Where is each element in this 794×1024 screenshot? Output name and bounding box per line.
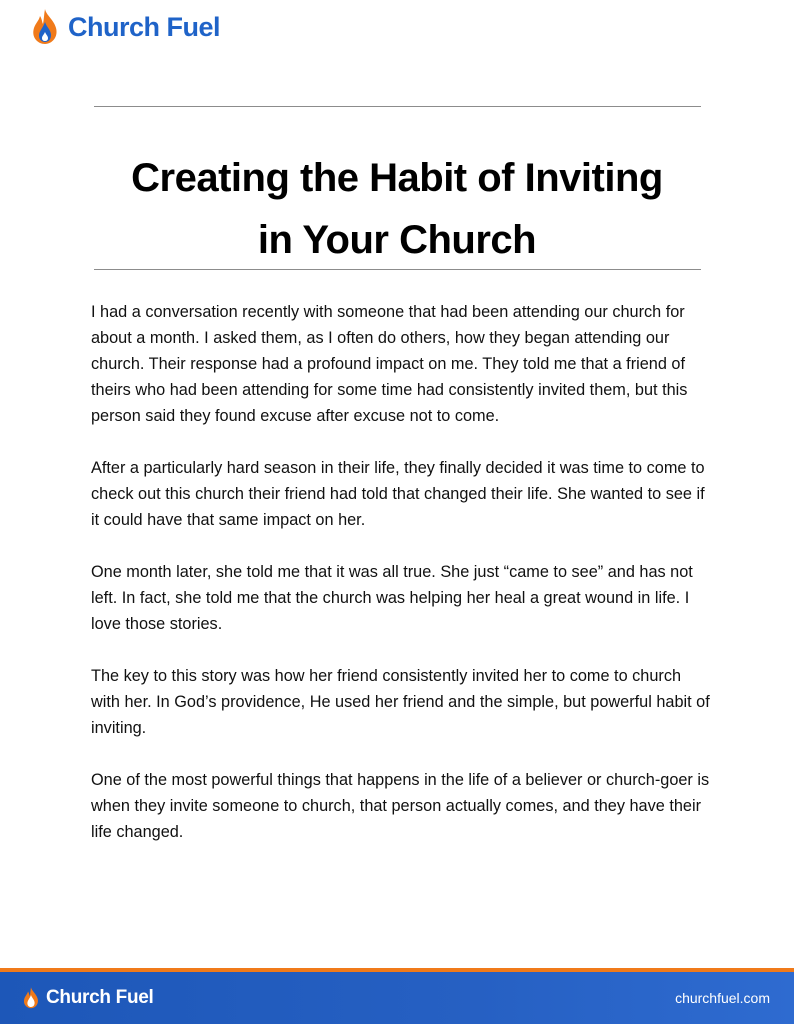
top-divider — [94, 106, 701, 107]
flame-logo-icon — [30, 8, 60, 46]
bottom-divider — [94, 269, 701, 270]
paragraph-4: The key to this story was how her friend consistently invited her to come to church with her. In God’s providence, He used her friend and the simple, but powerful habit of inviting. — [91, 667, 710, 737]
paragraph-1: I had a conversation recently with someone that had been attending our church for about a month. I asked them, as I often do others, how they began attending our church. Their response had a profound impact on me. They told me that a friend of theirs who had been attending for some time had consistently invited them, but this person said they found excuse after excuse not to come. — [91, 303, 688, 425]
article-body — [91, 299, 711, 871]
footer-logo[interactable] — [22, 986, 154, 1010]
footer-brand-name: Church Fuel — [46, 987, 154, 1008]
paragraph-2: After a particularly hard season in their life, they finally decided it was time to come to check out this church their friend had told that changed their life. She wanted to see if it could have that same impact on her. — [91, 459, 705, 529]
title-line-2: in Your Church — [257, 217, 537, 262]
title-line-1: Creating the Habit of Inviting — [131, 155, 663, 200]
paragraph-5: One of the most powerful things that happens in the life of a believer or church-goer is when they invite someone to church, that person actually comes, and they have their life changed. — [91, 771, 710, 841]
footer-bar — [0, 968, 794, 1024]
flame-logo-icon — [22, 986, 40, 1010]
header-logo[interactable] — [30, 8, 220, 46]
brand-name: Church Fuel — [68, 11, 221, 42]
paragraph-3: One month later, she told me that it was all true. She just “came to see” and has not left. In fact, she told me that the church was helping her heal a great wound in life. I love those stories. — [91, 563, 693, 633]
page-title — [60, 147, 734, 271]
footer-url-link[interactable]: churchfuel.com — [675, 990, 770, 1006]
